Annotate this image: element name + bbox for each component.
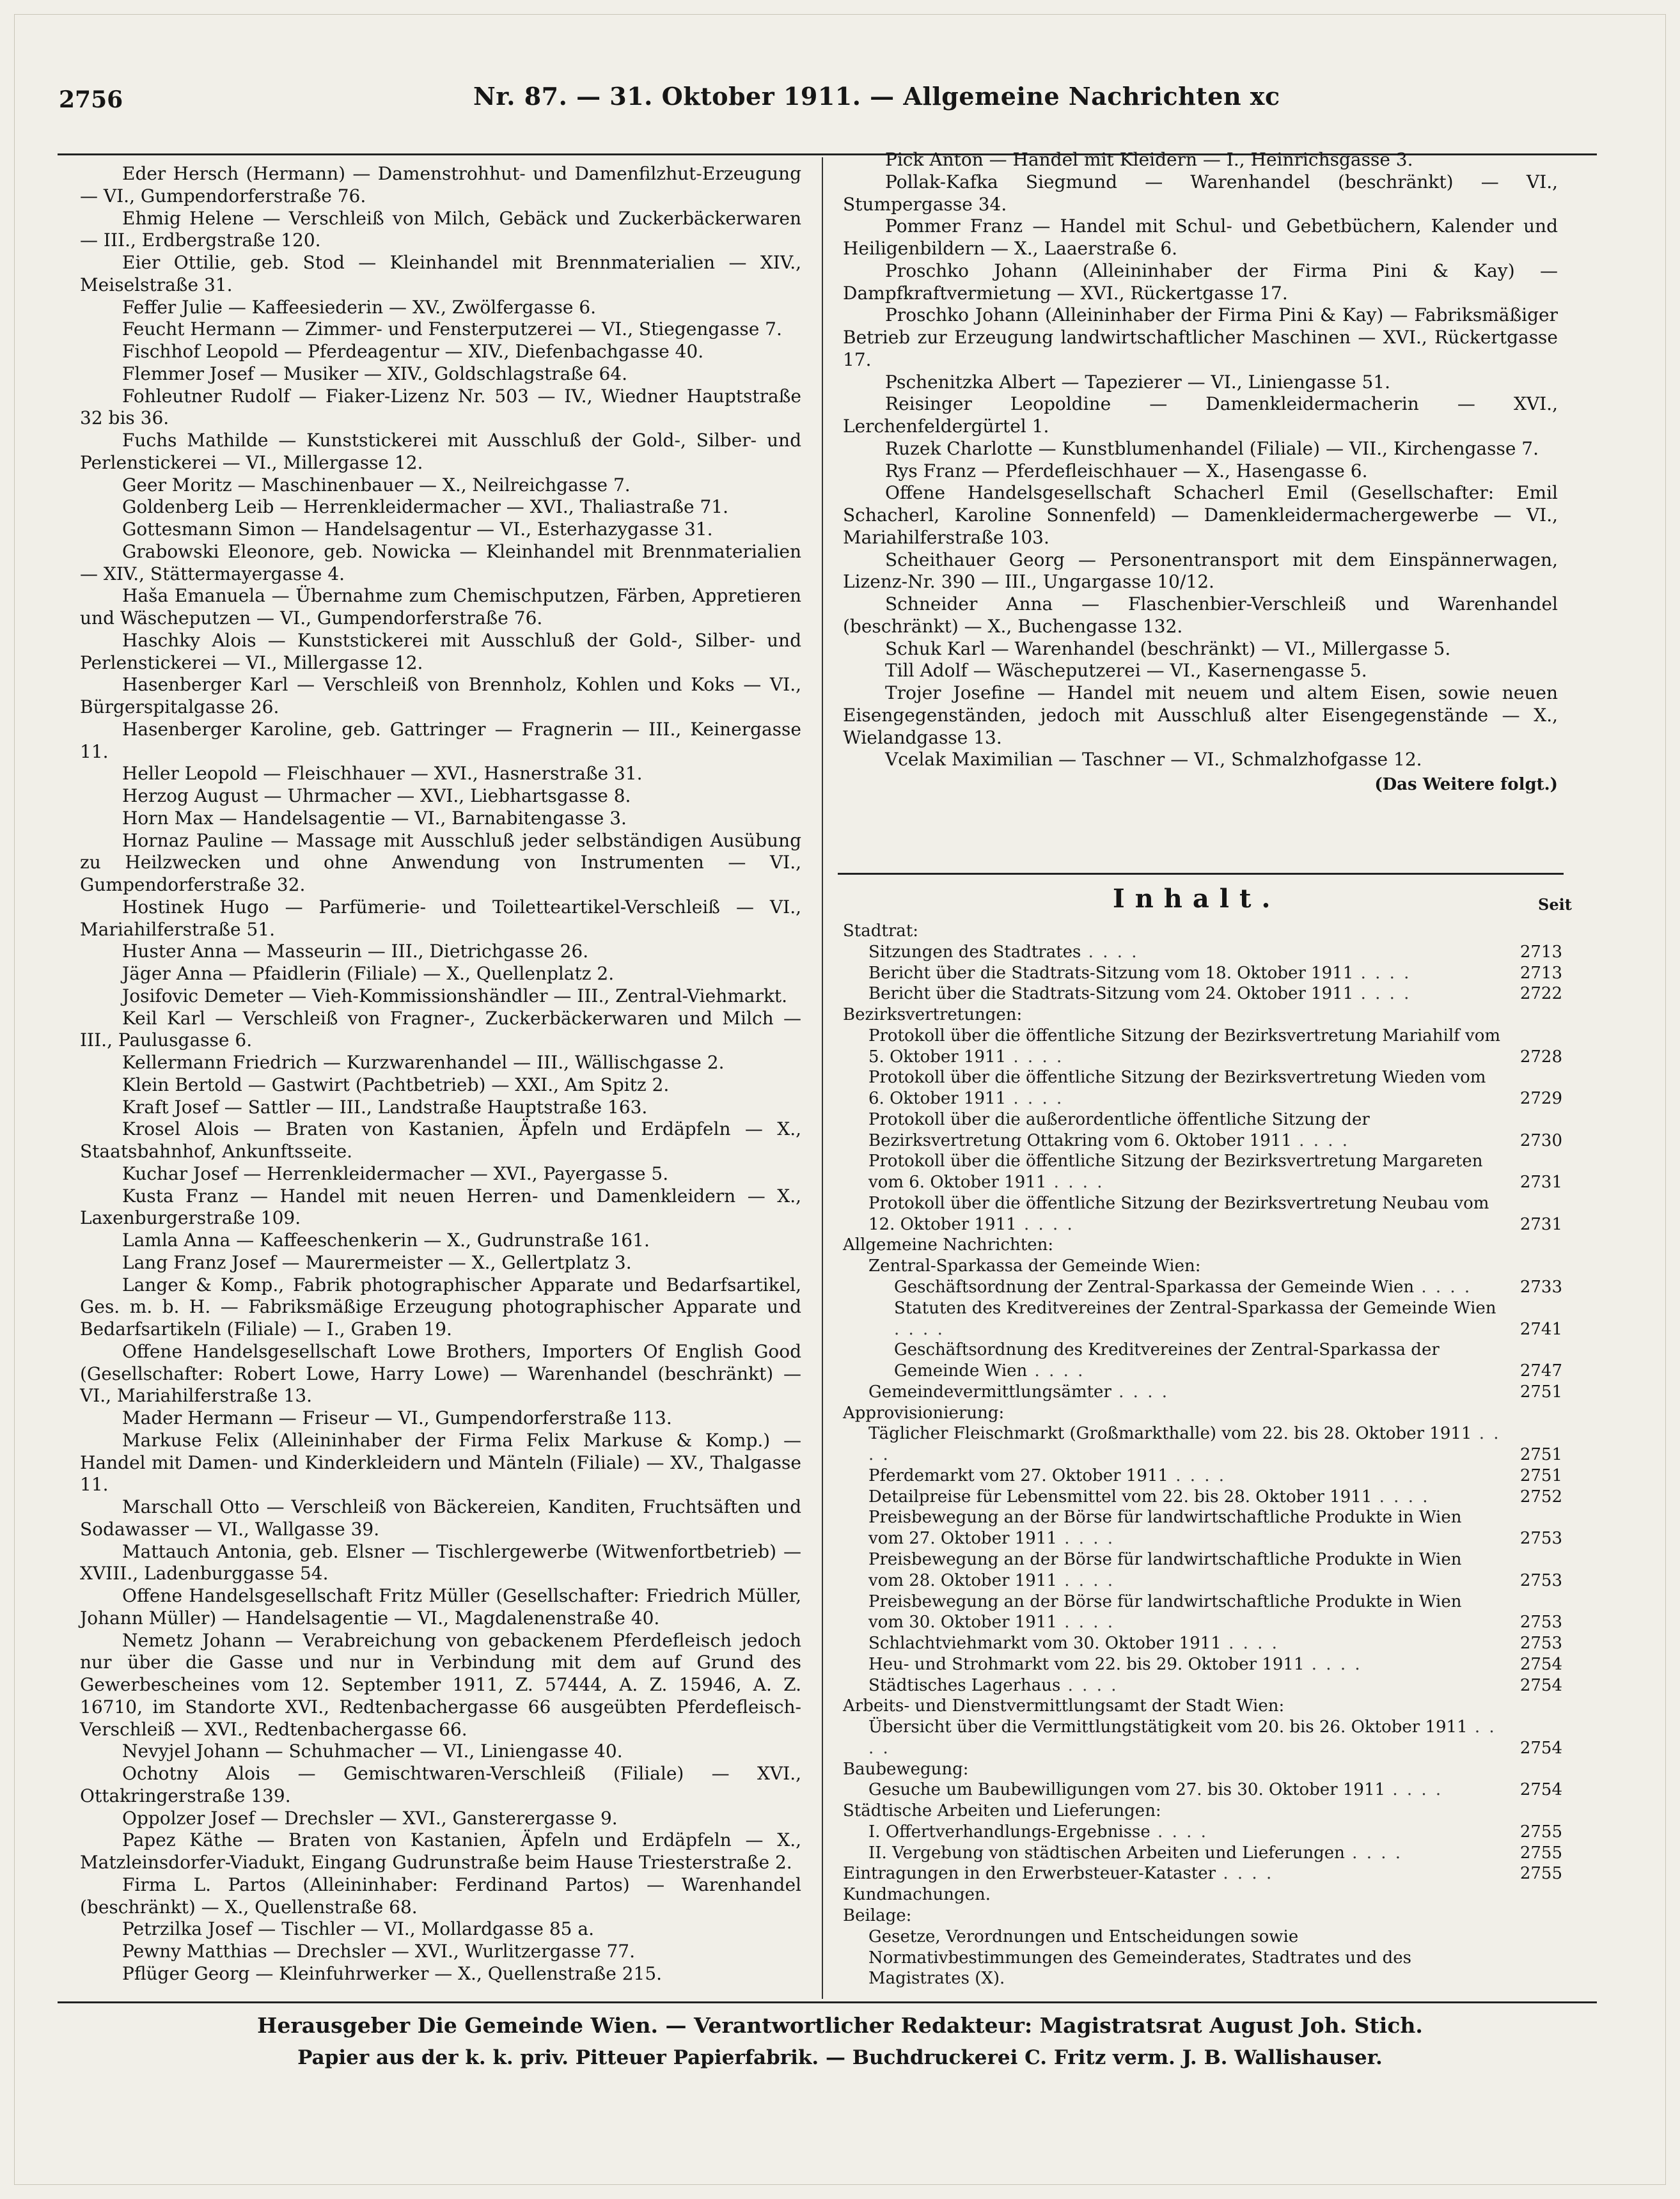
register-entry: Pewny Matthias — Drechsler — XVI., Wurlitzergasse 77. bbox=[122, 1941, 635, 1962]
register-entry: Kuchar Josef — Herrenkleidermacher — XVI., Payergasse 5. bbox=[122, 1162, 669, 1184]
register-entry: Pschenitzka Albert — Tapezierer — VI., Liniengasse 51. bbox=[885, 371, 1390, 393]
register-entry: Till Adolf — Wäscheputzerei — VI., Kasernengasse 5. bbox=[885, 660, 1367, 682]
register-entry: Herzog August — Uhrmacher — XVI., Liebhartsgasse 8. bbox=[122, 785, 631, 806]
register-entry: Feucht Hermann — Zimmer- und Fensterputzerei — VI., Stiegengasse 7. bbox=[122, 318, 782, 340]
toc-leader-dots: . . . . bbox=[1027, 1361, 1085, 1381]
toc-leader-dots: . . . . bbox=[1291, 1131, 1350, 1150]
toc-leader-dots: . . . . bbox=[1168, 1466, 1227, 1485]
register-entry: Fuchs Mathilde — Kunststickerei mit Ausschluß der Gold-, Silber- und Perlenstickerei — VI., Millergasse 12. bbox=[80, 430, 801, 473]
register-entry: Offene Handelsgesellschaft Fritz Müller (Gesellschafter: Friedrich Müller, Johann Müller) — Handelsagentie — VI., Magdalenenstraße 40. bbox=[80, 1585, 801, 1629]
continued-note: (Das Weitere folgt.) bbox=[1374, 775, 1558, 794]
register-entry: Geer Moritz — Maschinenbauer — X., Neilreichgasse 7. bbox=[122, 474, 631, 496]
register-entry: Oppolzer Josef — Drechsler — XVI., Gansterergasse 9. bbox=[122, 1807, 618, 1829]
toc-row bbox=[843, 1235, 1562, 1256]
toc-leader-dots: . . . . bbox=[1221, 1634, 1279, 1654]
toc-page-number: 2754 bbox=[1519, 1654, 1562, 1674]
toc-label: Städtische Arbeiten und Lieferungen: bbox=[843, 1801, 1161, 1821]
register-entry: Scheithauer Georg — Personentransport mit dem Einspännerwagen, Lizenz-Nr. 390 — III., Ungargasse 10/12. bbox=[843, 549, 1558, 593]
register-entry: Horn Max — Handelsagentie — VI., Barnabitengasse 3. bbox=[122, 807, 627, 829]
register-entry: Papez Käthe — Braten von Kastanien, Äpfeln und Erdäpfeln — X., Matzleinsdorfer-Viadukt, Eingang Gudrunstraße beim Hause Triesterstraße 2. bbox=[80, 1829, 801, 1873]
toc-label: Pferdemarkt vom 27. Oktober 1911 bbox=[868, 1466, 1168, 1485]
toc-page-number: 2751 bbox=[1519, 1466, 1562, 1485]
toc-label: Preisbewegung an der Börse für landwirtschaftliche Produkte in Wien vom 30. Oktober 1911 bbox=[868, 1592, 1462, 1632]
toc-leader-dots: . . . . bbox=[1414, 1278, 1472, 1297]
register-entry: Nemetz Johann — Verabreichung von gebackenem Pferdefleisch jedoch nur über die Gasse und nur in Verbindung mit dem auf Grund des Gewerbescheines vom 12. September 1911, Z. 57444, A. Z. 15946, A. Z. 16710, im Standorte XVI., Redtenbachergasse 66 ausgeübten Pferdefleisch-Verschleiß — XVI., Redtenbachergasse 66. bbox=[80, 1629, 801, 1740]
toc-page-number: 2753 bbox=[1519, 1529, 1562, 1549]
left-column bbox=[80, 163, 801, 1985]
toc-page-number: 2751 bbox=[1519, 1382, 1562, 1402]
column-divider bbox=[822, 157, 823, 1999]
register-entry: Schneider Anna — Flaschenbier-Verschleiß und Warenhandel (beschränkt) — X., Buchengasse 132. bbox=[843, 593, 1558, 637]
register-entry: Schuk Karl — Warenhandel (beschränkt) — VI., Millergasse 5. bbox=[885, 638, 1451, 659]
toc-label: Baubewegung: bbox=[843, 1759, 969, 1779]
register-entry: Fischhof Leopold — Pferdeagentur — XIV., Diefenbachgasse 40. bbox=[122, 341, 704, 362]
toc-page-number: 2751 bbox=[1519, 1445, 1562, 1465]
footer-rule bbox=[58, 2001, 1597, 2003]
toc-label: Heu- und Strohmarkt vom 22. bis 29. Oktober 1911 bbox=[868, 1654, 1305, 1674]
contents-page-label: Seit bbox=[1538, 895, 1572, 914]
register-entry: Ehmig Helene — Verschleiß von Milch, Gebäck und Zuckerbäckerwaren — III., Erdbergstraße 120. bbox=[80, 207, 801, 251]
toc-leader-dots: . . . . bbox=[1081, 942, 1139, 962]
toc-page-number: 2753 bbox=[1519, 1613, 1562, 1632]
register-entry: Marschall Otto — Verschleiß von Bäckereien, Kanditen, Fruchtsäften und Sodawasser — VI., Wallgasse 39. bbox=[80, 1496, 801, 1540]
toc-label: Beilage: bbox=[843, 1906, 912, 1925]
register-entry: Krosel Alois — Braten von Kastanien, Äpfeln und Erdäpfeln — X., Staatsbahnhof, Ankunftsseite. bbox=[80, 1118, 801, 1162]
toc-label: Protokoll über die außerordentliche öffentliche Sitzung der Bezirksvertretung Ottakring vom 6. Oktober 1911 bbox=[868, 1109, 1370, 1150]
toc-leader-dots: . . . . bbox=[1016, 1214, 1074, 1234]
toc-row bbox=[843, 1005, 1562, 1026]
page-number: 2756 bbox=[59, 86, 123, 113]
toc-label: Schlachtviehmarkt vom 30. Oktober 1911 bbox=[868, 1634, 1221, 1654]
toc-label: Gesuche um Baubewilligungen vom 27. bis 30. Oktober 1911 bbox=[868, 1780, 1386, 1800]
register-entry: Proschko Johann (Alleininhaber der Firma Pini & Kay) — Fabriksmäßiger Betrieb zur Erzeugung landwirtschaftlicher Maschinen — XVI., Rückertgasse 17. bbox=[843, 304, 1558, 370]
toc-row bbox=[843, 1026, 1562, 1068]
right-column bbox=[843, 149, 1558, 796]
toc-label: II. Vergebung von städtischen Arbeiten und Lieferungen bbox=[868, 1843, 1345, 1863]
register-entry: Pick Anton — Handel mit Kleidern — I., Heinrichsgasse 3. bbox=[885, 149, 1413, 170]
toc-page-number: 2741 bbox=[1519, 1319, 1562, 1339]
register-entry: Petrzilka Josef — Tischler — VI., Mollardgasse 85 a. bbox=[122, 1918, 594, 1940]
toc-row bbox=[843, 1151, 1562, 1193]
toc-page-number: 2713 bbox=[1519, 942, 1562, 962]
toc-page-number: 2755 bbox=[1519, 1864, 1562, 1884]
toc-row bbox=[843, 1759, 1562, 1780]
register-entry: Keil Karl — Verschleiß von Fragner-, Zuckerbäckerwaren und Milch — III., Paulusgasse 6. bbox=[80, 1007, 801, 1051]
register-entry: Trojer Josefine — Handel mit neuem und altem Eisen, sowie neuen Eisengegenständen, jedoch mit Ausschluß alter Eisengegenstände — X., Wielandgasse 13. bbox=[843, 682, 1558, 748]
toc-row bbox=[843, 1592, 1562, 1634]
toc-page-number: 2755 bbox=[1519, 1822, 1562, 1842]
register-entry: Proschko Johann (Alleininhaber der Firma Pini & Kay) — Dampfkraftvermietung — XVI., Rückertgasse 17. bbox=[843, 260, 1558, 304]
toc-row bbox=[843, 1466, 1562, 1487]
register-entry: Ochotny Alois — Gemischtwaren-Verschleiß (Filiale) — XVI., Ottakringerstraße 139. bbox=[80, 1763, 801, 1806]
toc-page-number: 2747 bbox=[1519, 1361, 1562, 1381]
toc-leader-dots: . . . . bbox=[1372, 1487, 1430, 1506]
toc-row bbox=[843, 1277, 1562, 1298]
toc-label: Städtisches Lagerhaus bbox=[868, 1675, 1061, 1695]
register-entry: Eder Hersch (Hermann) — Damenstrohhut- und Damenfilzhut-Erzeugung — VI., Gumpendorferstraße 76. bbox=[80, 163, 801, 207]
toc-row bbox=[843, 1654, 1562, 1675]
toc-leader-dots: . . . . bbox=[1056, 1570, 1115, 1590]
toc-label: Protokoll über die öffentliche Sitzung der Bezirksvertretung Neubau vom 12. Oktober 1911 bbox=[868, 1193, 1489, 1234]
toc-label: Gemeindevermittlungsämter bbox=[868, 1382, 1111, 1402]
register-entry: Ruzek Charlotte — Kunstblumenhandel (Filiale) — VII., Kirchengasse 7. bbox=[885, 437, 1539, 459]
toc-label: Protokoll über die öffentliche Sitzung der Bezirksvertretung Mariahilf vom 5. Oktober 1911 bbox=[868, 1026, 1501, 1067]
toc-label: I. Offertverhandlungs-Ergebnisse bbox=[868, 1822, 1150, 1842]
toc-row bbox=[843, 1403, 1562, 1424]
toc-row bbox=[843, 921, 1562, 942]
toc-row bbox=[843, 1193, 1562, 1235]
register-entry: Kellermann Friedrich — Kurzwarenhandel — III., Wällischgasse 2. bbox=[122, 1052, 725, 1073]
toc-page-number: 2731 bbox=[1519, 1173, 1562, 1193]
register-entry: Vcelak Maximilian — Taschner — VI., Schmalzhofgasse 12. bbox=[885, 749, 1422, 771]
toc-leader-dots: . . . . bbox=[1344, 1843, 1403, 1863]
toc-label: Preisbewegung an der Börse für landwirtschaftliche Produkte in Wien vom 28. Oktober 1911 bbox=[868, 1549, 1462, 1590]
toc-page-number: 2713 bbox=[1519, 963, 1562, 983]
toc-leader-dots: . . . . bbox=[1056, 1529, 1115, 1549]
toc-label: Bericht über die Stadtrats-Sitzung vom 18. Oktober 1911 bbox=[868, 963, 1354, 983]
register-entry: Mader Hermann — Friseur — VI., Gumpendorferstraße 113. bbox=[122, 1407, 672, 1428]
toc-leader-dots: . . . . bbox=[1006, 1047, 1064, 1067]
toc-label: Stadtrat: bbox=[843, 921, 918, 941]
toc-row bbox=[843, 1423, 1562, 1466]
toc-label: Kundmachungen. bbox=[843, 1885, 991, 1905]
toc-page-number: 2754 bbox=[1519, 1780, 1562, 1800]
toc-page-number: 2753 bbox=[1519, 1634, 1562, 1654]
register-entry: Hasenberger Karl — Verschleiß von Brennholz, Kohlen und Koks — VI., Bürgerspitalgasse 26. bbox=[80, 674, 801, 717]
toc-leader-dots: . . . . bbox=[868, 1718, 1496, 1758]
table-of-contents bbox=[843, 921, 1562, 1989]
register-entry: Hostinek Hugo — Parfümerie- und Toiletteartikel-Verschleiß — VI., Mariahilferstraße 51. bbox=[80, 896, 801, 940]
toc-label: Statuten des Kreditvereines der Zentral-Sparkassa der Gemeinde Wien bbox=[894, 1298, 1496, 1318]
toc-label: Approvisionierung: bbox=[843, 1403, 1005, 1423]
toc-leader-dots: . . . . bbox=[868, 1424, 1501, 1465]
register-entry: Pflüger Georg — Kleinfuhrwerker — X., Quellenstraße 215. bbox=[122, 1962, 663, 1984]
toc-leader-dots: . . . . bbox=[1111, 1382, 1169, 1402]
register-entry: Kusta Franz — Handel mit neuen Herren- und Damenkleidern — X., Laxenburgerstraße 109. bbox=[80, 1185, 801, 1229]
toc-row bbox=[843, 1340, 1562, 1382]
toc-row bbox=[843, 1298, 1562, 1340]
contents-title: Inhalt. bbox=[1113, 884, 1281, 914]
register-entry: Heller Leopold — Fleischhauer — XVI., Hasnerstraße 31. bbox=[122, 763, 643, 785]
toc-leader-dots: . . . . bbox=[1150, 1822, 1208, 1842]
register-entry: Langer & Komp., Fabrik photographischer Apparate und Bedarfsartikel, Ges. m. b. H. — Fabriksmäßige Erzeugung photographischer Apparate und Bedarfsartikeln (Filiale) — I., Graben 19. bbox=[80, 1274, 801, 1340]
toc-label: Arbeits- und Dienstvermittlungsamt der Stadt Wien: bbox=[843, 1696, 1285, 1716]
toc-label: Übersicht über die Vermittlungstätigkeit vom 20. bis 26. Oktober 1911 bbox=[868, 1718, 1468, 1737]
register-entry: Firma L. Partos (Alleininhaber: Ferdinand Partos) — Warenhandel (beschränkt) — X., Quellenstraße 68. bbox=[80, 1874, 801, 1918]
toc-label: Geschäftsordnung der Zentral-Sparkassa der Gemeinde Wien bbox=[894, 1278, 1415, 1297]
toc-label: Bericht über die Stadtrats-Sitzung vom 24. Oktober 1911 bbox=[868, 984, 1354, 1004]
toc-row bbox=[843, 942, 1562, 963]
register-entry: Reisinger Leopoldine — Damenkleidermacherin — XVI., Lerchenfeldergürtel 1. bbox=[843, 393, 1558, 437]
register-entry: Mattauch Antonia, geb. Elsner — Tischlergewerbe (Witwenfortbetrieb) — XVIII., Ladenburggasse 54. bbox=[80, 1540, 801, 1585]
register-entry: Flemmer Josef — Musiker — XIV., Goldschlagstraße 64. bbox=[122, 363, 628, 384]
toc-page-number: 2733 bbox=[1519, 1278, 1562, 1297]
toc-page-number: 2730 bbox=[1519, 1131, 1562, 1150]
register-entry: Grabowski Eleonore, geb. Nowicka — Kleinhandel mit Brennmaterialien — XIV., Stättermayergasse 4. bbox=[80, 540, 801, 584]
toc-leader-dots: . . . . bbox=[1046, 1173, 1104, 1193]
toc-page-number: 2731 bbox=[1519, 1214, 1562, 1234]
toc-row bbox=[843, 1067, 1562, 1109]
toc-row bbox=[843, 1780, 1562, 1801]
toc-label: Protokoll über die öffentliche Sitzung der Bezirksvertretung Margareten vom 6. Oktober 1911 bbox=[868, 1152, 1483, 1193]
register-entry: Jäger Anna — Pfaidlerin (Filiale) — X., Quellenplatz 2. bbox=[122, 963, 615, 984]
register-entry: Haschky Alois — Kunststickerei mit Ausschluß der Gold-, Silber- und Perlenstickerei — VI., Millergasse 12. bbox=[80, 629, 801, 673]
register-entry: Pollak-Kafka Siegmund — Warenhandel (beschränkt) — VI., Stumpergasse 34. bbox=[843, 171, 1558, 215]
register-entry: Pommer Franz — Handel mit Schul- und Gebetbüchern, Kalender und Heiligenbildern — X., Laaerstraße 6. bbox=[843, 215, 1558, 259]
imprint-printer: Papier aus der k. k. priv. Pitteuer Papierfabrik. — Buchdruckerei C. Fritz verm. J. B. Wallishauser. bbox=[297, 2046, 1383, 2069]
register-entry: Lang Franz Josef — Maurermeister — X., Gellertplatz 3. bbox=[122, 1251, 632, 1273]
register-entry: Rys Franz — Pferdefleischhauer — X., Hasengasse 6. bbox=[885, 460, 1368, 481]
register-entry: Gottesmann Simon — Handelsagentur — VI., Esterhazygasse 31. bbox=[122, 519, 713, 540]
register-entry: Feffer Julie — Kaffeesiederin — XV., Zwölfergasse 6. bbox=[122, 296, 597, 318]
right-entries bbox=[843, 149, 1558, 771]
toc-row bbox=[843, 1927, 1562, 1989]
toc-leader-dots: . . . . bbox=[1353, 963, 1411, 983]
register-entry: Haša Emanuela — Übernahme zum Chemischputzen, Färben, Appretieren und Wäscheputzen — VI., Gumpendorferstraße 76. bbox=[80, 585, 801, 629]
register-entry: Klein Bertold — Gastwirt (Pachtbetrieb) — XXI., Am Spitz 2. bbox=[122, 1074, 670, 1095]
toc-page-number: 2753 bbox=[1519, 1570, 1562, 1590]
toc-row bbox=[843, 1549, 1562, 1592]
toc-row bbox=[843, 1696, 1562, 1717]
imprint-publisher: Herausgeber Die Gemeinde Wien. — Verantwortlicher Redakteur: Magistratsrat August Joh. Stich. bbox=[257, 2013, 1423, 2038]
toc-leader-dots: . . . . bbox=[894, 1319, 945, 1339]
toc-row bbox=[843, 1507, 1562, 1549]
register-entry: Huster Anna — Masseurin — III., Dietrichgasse 26. bbox=[122, 941, 589, 962]
toc-label: Gesetze, Verordnungen und Entscheidungen sowie Normativbestimmungen des Gemeinderates, Stadtrates und des Magistrates (X). bbox=[868, 1927, 1411, 1989]
toc-row bbox=[843, 1382, 1562, 1403]
toc-leader-dots: . . . . bbox=[1353, 984, 1411, 1004]
toc-leader-dots: . . . . bbox=[1385, 1780, 1443, 1800]
toc-row bbox=[843, 1675, 1562, 1696]
toc-label: Eintragungen in den Erwerbsteuer-Kataster bbox=[843, 1864, 1216, 1884]
register-entry: Nevyjel Johann — Schuhmacher — VI., Liniengasse 40. bbox=[122, 1741, 623, 1762]
register-entry: Markuse Felix (Alleininhaber der Firma Felix Markuse & Komp.) — Handel mit Damen- und Kinderkleidern und Mänteln (Filiale) — XV., Thalgasse 11. bbox=[80, 1429, 801, 1496]
register-entry: Hornaz Pauline — Massage mit Ausschluß jeder selbständigen Ausübung zu Heilzwecken und ohne Anwendung von Instrumenten — VI., Gumpendorferstraße 32. bbox=[80, 829, 801, 895]
register-entry: Goldenberg Leib — Herrenkleidermacher — XVI., Thaliastraße 71. bbox=[122, 496, 728, 518]
toc-label: Täglicher Fleischmarkt (Großmarkthalle) vom 22. bis 28. Oktober 1911 bbox=[868, 1424, 1472, 1444]
toc-label: Detailpreise für Lebensmittel vom 22. bis 28. Oktober 1911 bbox=[868, 1487, 1372, 1506]
toc-leader-dots: . . . . bbox=[1056, 1613, 1115, 1632]
toc-row bbox=[843, 963, 1562, 984]
toc-label: Geschäftsordnung des Kreditvereines der Zentral-Sparkassa der Gemeinde Wien bbox=[894, 1340, 1440, 1381]
toc-row bbox=[843, 1884, 1562, 1906]
toc-row bbox=[843, 983, 1562, 1005]
toc-leader-dots: . . . . bbox=[1304, 1654, 1362, 1674]
toc-row bbox=[843, 1487, 1562, 1508]
toc-label: Sitzungen des Stadtrates bbox=[868, 942, 1081, 962]
contents-rule bbox=[838, 873, 1564, 875]
toc-label: Protokoll über die öffentliche Sitzung der Bezirksvertretung Wieden vom 6. Oktober 1911 bbox=[868, 1068, 1486, 1109]
register-entry: Offene Handelsgesellschaft Schacherl Emil (Gesellschafter: Emil Schacherl, Karoline Sonnenfeld) — Damenkleidermachergewerbe — VI., Mariahilferstraße 103. bbox=[843, 482, 1558, 548]
toc-page-number: 2754 bbox=[1519, 1675, 1562, 1695]
toc-label: Zentral-Sparkassa der Gemeinde Wien: bbox=[868, 1256, 1201, 1276]
toc-row bbox=[843, 1801, 1562, 1822]
toc-leader-dots: . . . . bbox=[1216, 1864, 1274, 1884]
register-entry: Kraft Josef — Sattler — III., Landstraße Hauptstraße 163. bbox=[122, 1096, 648, 1118]
toc-page-number: 2729 bbox=[1519, 1089, 1562, 1109]
toc-row bbox=[843, 1822, 1562, 1843]
toc-label: Allgemeine Nachrichten: bbox=[843, 1235, 1054, 1255]
register-entry: Hasenberger Karoline, geb. Gattringer — Fragnerin — III., Keinergasse 11. bbox=[80, 718, 801, 762]
toc-page-number: 2754 bbox=[1519, 1738, 1562, 1758]
toc-row bbox=[843, 1109, 1562, 1152]
toc-page-number: 2728 bbox=[1519, 1047, 1562, 1067]
toc-leader-dots: . . . . bbox=[1006, 1089, 1064, 1109]
toc-row bbox=[843, 1633, 1562, 1654]
register-entry: Offene Handelsgesellschaft Lowe Brothers, Importers Of English Good (Gesellschafter: Robert Lowe, Harry Lowe) — Warenhandel (beschränkt) — VI., Mariahilferstraße 13. bbox=[80, 1340, 801, 1407]
toc-leader-dots: . . . . bbox=[1060, 1675, 1119, 1695]
toc-label: Preisbewegung an der Börse für landwirtschaftliche Produkte in Wien vom 27. Oktober 1911 bbox=[868, 1508, 1462, 1549]
toc-row bbox=[843, 1906, 1562, 1927]
toc-row bbox=[843, 1843, 1562, 1864]
toc-page-number: 2722 bbox=[1519, 984, 1562, 1004]
toc-row bbox=[843, 1717, 1562, 1759]
toc-page-number: 2752 bbox=[1519, 1487, 1562, 1506]
toc-row bbox=[843, 1256, 1562, 1277]
register-entry: Lamla Anna — Kaffeeschenkerin — X., Gudrunstraße 161. bbox=[122, 1230, 650, 1251]
register-entry: Fohleutner Rudolf — Fiaker-Lizenz Nr. 503 — IV., Wiedner Hauptstraße 32 bis 36. bbox=[80, 385, 801, 429]
toc-page-number: 2755 bbox=[1519, 1843, 1562, 1863]
register-entry: Josifovic Demeter — Vieh-Kommissionshändler — III., Zentral-Viehmarkt. bbox=[122, 985, 787, 1006]
running-title: Nr. 87. — 31. Oktober 1911. — Allgemeine Nachrichten xc bbox=[473, 82, 1280, 111]
toc-label: Bezirksvertretungen: bbox=[843, 1005, 1023, 1025]
register-entry: Eier Ottilie, geb. Stod — Kleinhandel mit Brennmaterialien — XIV., Meiselstraße 31. bbox=[80, 252, 801, 295]
toc-row bbox=[843, 1863, 1562, 1884]
